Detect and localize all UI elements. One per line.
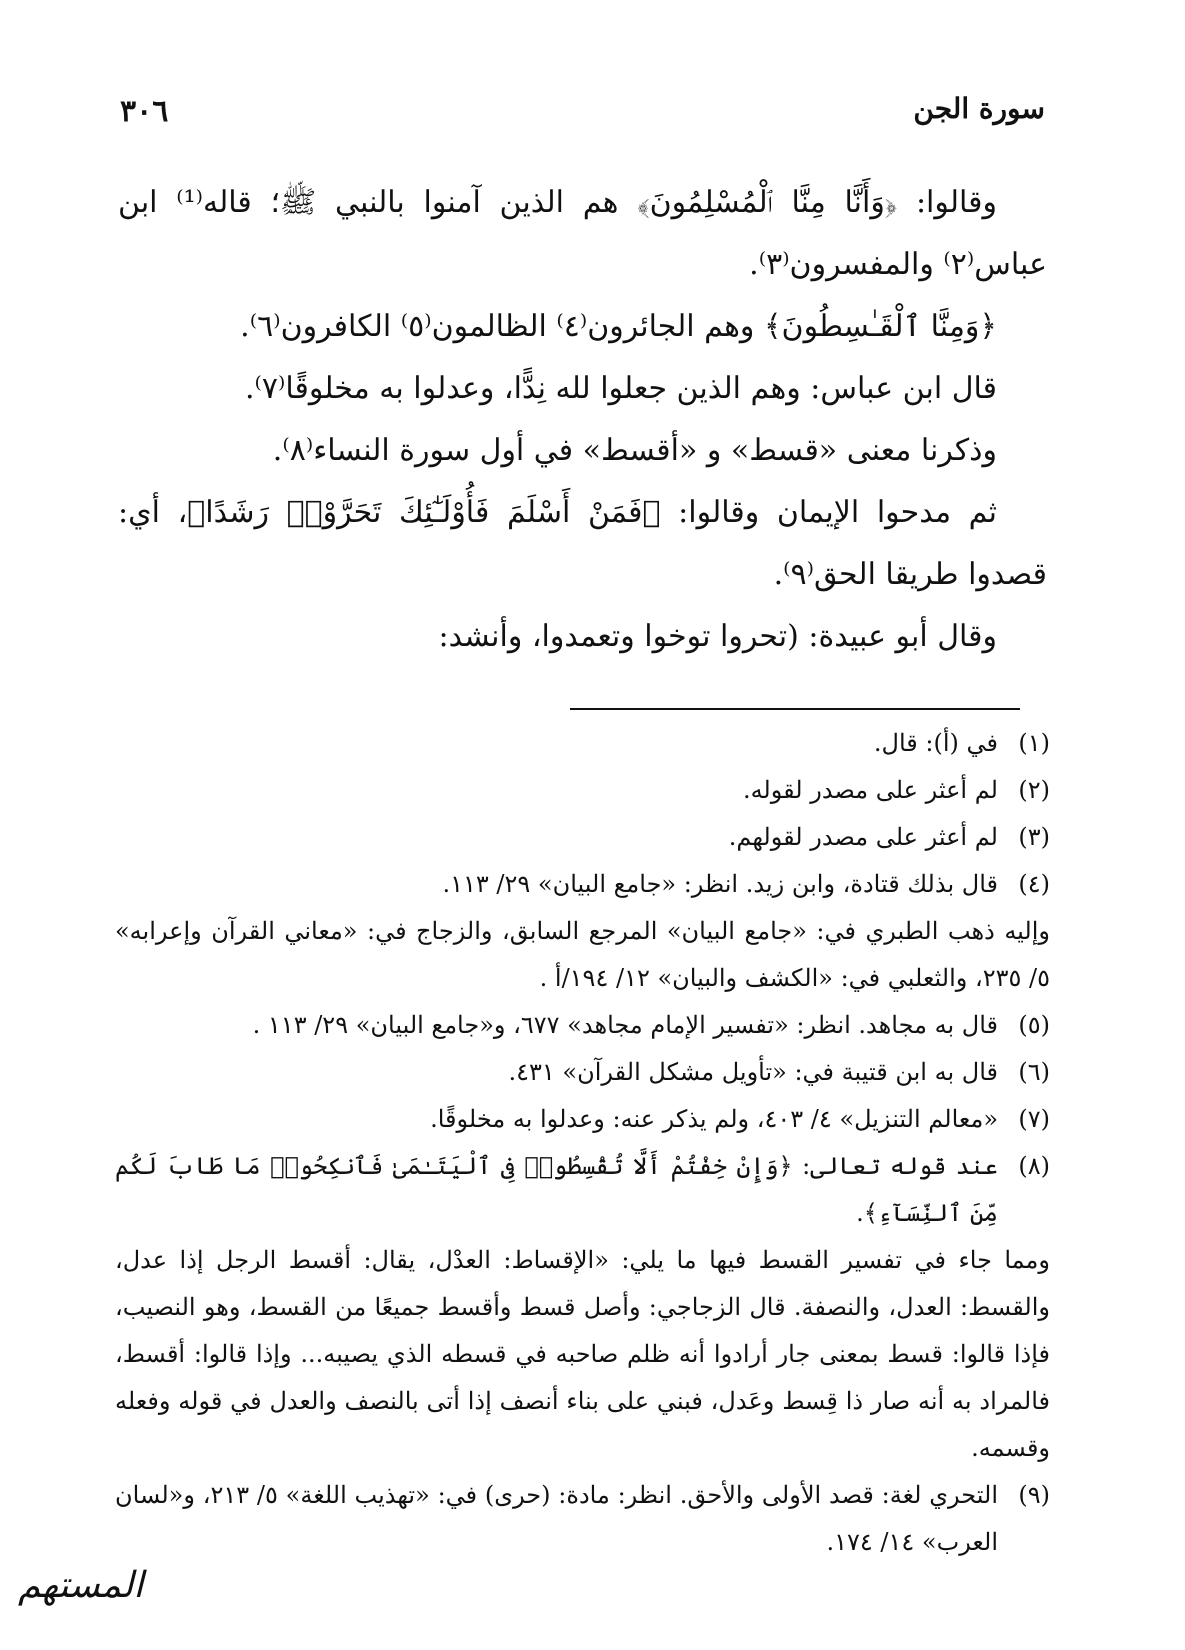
page-header	[120, 92, 1045, 142]
footnote-8-continuation: ومما جاء في تفسير القسط فيها ما يلي: «الإقساط: العدْل، يقال: أقسط الرجل إذا عدل، والقسط: العدل، والنصفة. قال الزجاجي: وأصل قسط وأقسط جميعًا من القسط، وهو النصيب، فإذا قالوا: قسط بمعنى جار أرادوا أنه ظلم صاحبه في قسطه الذي يصيبه... وإذا قالوا: أقسط، فالمراد به أنه صار ذا قِسط وعَدل، فبني على بناء أنصف إذا أتى بالنصف والعدل في قوله وفعله وقسمه.	[115, 1246, 1050, 1462]
surah-title: سورة الجن	[913, 92, 1045, 125]
footnote-text: التحري لغة: قصد الأولى والأحق. انظر: مادة: (حرى) في: «تهذيب اللغة» ٥/ ٢١٣، و«لسان العرب» ١٤/ ١٧٤.	[115, 1481, 999, 1556]
paragraph-5: ثم مدحوا الإيمان وقالوا: ﴿فَمَنْ أَسْلَمَ فَأُوْلَـٰٓئِكَ تَحَرَّوْا۟ رَشَدًا﴾، أي: قصدوا طريقا الحق⁽٩⁾.	[118, 495, 1047, 592]
footnote-number: (٢)	[1018, 776, 1050, 804]
footnote-number: (٨)	[1018, 1152, 1050, 1180]
paragraph-4: وذكرنا معنى «قسط» و «أقسط» في أول سورة النساء⁽٨⁾.	[272, 433, 997, 468]
footnote-7	[115, 1096, 1050, 1143]
footnote-text: قال بذلك قتادة، وابن زيد. انظر: «جامع البيان» ٢٩/ ١١٣.	[442, 870, 998, 898]
footnote-3	[115, 814, 1050, 861]
footnote-6	[115, 1049, 1050, 1096]
footnote-text: قال به ابن قتيبة في: «تأويل مشكل القرآن» ٤٣١.	[508, 1058, 998, 1086]
footnotes	[115, 720, 1050, 1566]
paragraph-3: قال ابن عباس: وهم الذين جعلوا لله نِدًّا، وعدلوا به مخلوقًا⁽٧⁾.	[244, 371, 997, 406]
footnote-text: في (أ): قال.	[873, 729, 998, 757]
footnote-text: لم أعثر على مصدر لقوله.	[742, 776, 998, 804]
footnote-1	[115, 720, 1050, 767]
footnote-number: (١)	[1018, 729, 1050, 757]
main-text	[118, 172, 1047, 668]
page-number: ٣٠٦	[120, 94, 169, 129]
logo-text: المستهم	[18, 1565, 144, 1606]
footnote-text: عند قوله تعالى: ﴿وَإِنْ خِفْتُمْ أَلَّا تُقْسِطُوا۟ فِى ٱلْيَتَـٰمَىٰ فَٱنكِحُوا۟ مَا طَابَ لَكُم مِّنَ ٱلنِّسَآءِ﴾.	[115, 1152, 998, 1227]
footnote-number: (٥)	[1018, 1011, 1050, 1039]
paragraph-2: ﴿وَمِنَّا ٱلْقَـٰسِطُونَ﴾ وهم الجائرون⁽٤⁾ الظالمون⁽٥⁾ الكافرون⁽٦⁾.	[240, 309, 997, 344]
footnote-text: «معالم التنزيل» ٤/ ٤٠٣، ولم يذكر عنه: وعدلوا به مخلوقًا.	[430, 1105, 998, 1133]
footnote-8	[115, 1143, 1050, 1237]
footnote-separator	[570, 708, 1020, 710]
footnote-5	[115, 1002, 1050, 1049]
footnote-number: (٧)	[1018, 1105, 1050, 1133]
footnote-number: (٩)	[1018, 1481, 1050, 1509]
footnote-text: قال به مجاهد. انظر: «تفسير الإمام مجاهد» ٦٧٧، و«جامع البيان» ٢٩/ ١١٣ .	[252, 1011, 998, 1039]
footnote-number: (٤)	[1018, 870, 1050, 898]
footnote-4-continuation: وإليه ذهب الطبري في: «جامع البيان» المرجع السابق، والزجاج في: «معاني القرآن وإعرابه» ٥/ ٢٣٥، والثعلبي في: «الكشف والبيان» ١٢/ ١٩٤/أ .	[115, 917, 1050, 992]
footnote-4	[115, 861, 1050, 908]
footnote-text: لم أعثر على مصدر لقولهم.	[728, 823, 998, 851]
paragraph-1: وقالوا: ﴿وَأَنَّا مِنَّا ٱلْمُسْلِمُونَ﴾ هم الذين آمنوا بالنبي ﷺ؛ قاله⁽¹⁾ ابن عباس⁽٢⁾ والمفسرون⁽٣⁾.	[118, 185, 1047, 282]
footnote-number: (٦)	[1018, 1058, 1050, 1086]
footnote-2	[115, 767, 1050, 814]
footnote-number: (٣)	[1018, 823, 1050, 851]
publisher-logo	[10, 1565, 144, 1640]
paragraph-6: وقال أبو عبيدة: (تحروا توخوا وتعمدوا، وأنشد:	[438, 619, 997, 654]
footnote-9	[115, 1472, 1050, 1566]
